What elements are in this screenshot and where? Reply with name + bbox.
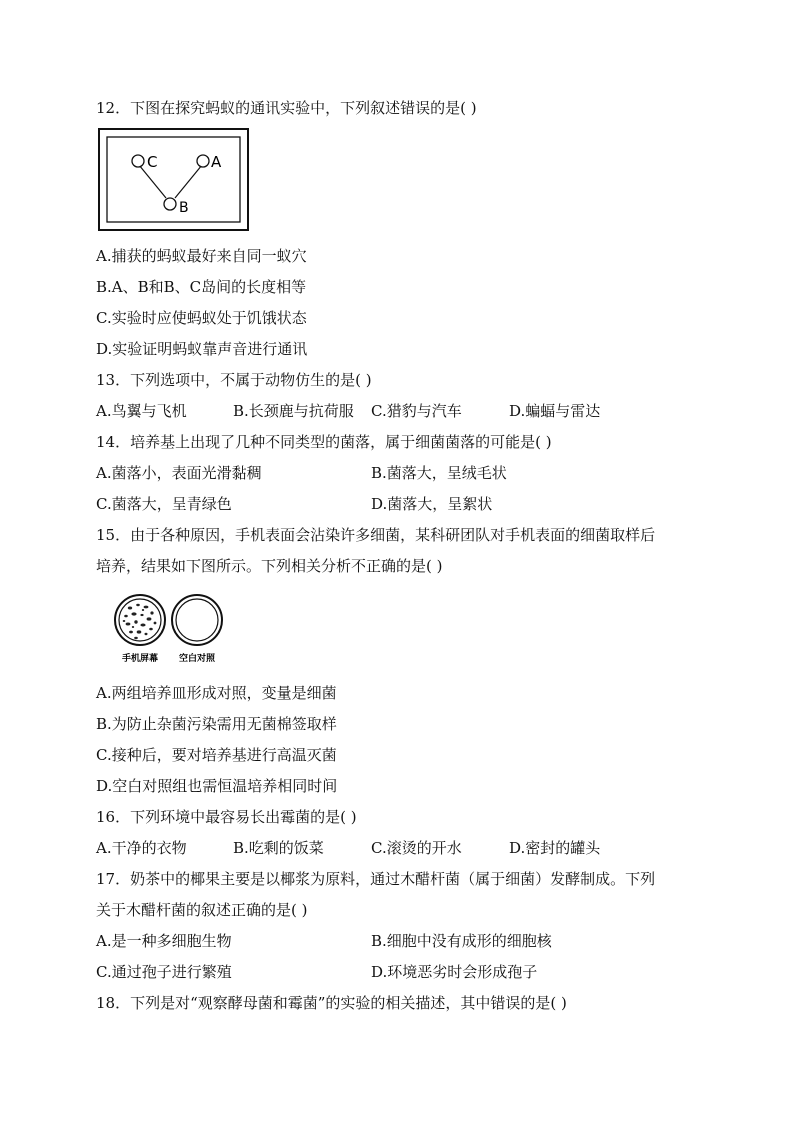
q17-option-b: B.细胞中没有成形的细胞核 xyxy=(371,932,552,950)
label-a: A xyxy=(211,153,222,171)
q13-option-a: A.鸟翼与飞机 xyxy=(96,402,187,420)
island-b xyxy=(164,198,176,210)
q12-option-a: A.捕获的蚂蚁最好来自同一蚁穴 xyxy=(96,247,307,265)
q13-option-c: C.猎豹与汽车 xyxy=(371,402,462,420)
q17-option-a: A.是一种多细胞生物 xyxy=(96,932,232,950)
q17-option-c: C.通过孢子进行繁殖 xyxy=(96,963,232,981)
q15-option-a: A.两组培养皿形成对照，变量是细菌 xyxy=(96,684,337,702)
island-a xyxy=(197,155,209,167)
q17-stem-line2: 关于木醋杆菌的叙述正确的是( ) xyxy=(96,901,308,919)
q16-stem: 16．下列环境中最容易长出霉菌的是( ) xyxy=(96,808,357,826)
q12-option-c: C.实验时应使蚂蚁处于饥饿状态 xyxy=(96,309,307,327)
q15-stem-line1: 15．由于各种原因，手机表面会沾染许多细菌，某科研团队对手机表面的细菌取样后 xyxy=(96,526,656,544)
q15-option-b: B.为防止杂菌污染需用无菌棉签取样 xyxy=(96,715,337,733)
q13-option-d: D.蝙蝠与雷达 xyxy=(509,402,601,420)
blank-control-label: 空白对照 xyxy=(178,654,216,664)
ant-island-diagram xyxy=(98,128,250,232)
q13-stem: 13．下列选项中，不属于动物仿生的是( ) xyxy=(96,371,372,389)
q17-stem-line1: 17．奶茶中的椰果主要是以椰浆为原料，通过木醋杆菌（属于细菌）发酵制成。下列 xyxy=(96,870,656,888)
q15-stem-line2: 培养，结果如下图所示。下列相关分析不正确的是( ) xyxy=(96,557,443,575)
q16-option-c: C.滚烫的开水 xyxy=(371,839,462,857)
island-c xyxy=(132,155,144,167)
q14-option-a: A.菌落小，表面光滑黏稠 xyxy=(96,464,262,482)
phone-screen-label: 手机屏幕 xyxy=(121,654,159,664)
q14-stem: 14．培养基上出现了几种不同类型的菌落，属于细菌菌落的可能是( ) xyxy=(96,433,552,451)
q14-option-b: B.菌落大，呈绒毛状 xyxy=(371,464,507,482)
q16-option-b: B.吃剩的饭菜 xyxy=(233,839,324,857)
label-b: B xyxy=(179,200,189,216)
petri-dish-figure xyxy=(108,588,228,668)
blank-control-dish xyxy=(172,595,222,645)
phone-screen-dish xyxy=(115,595,165,645)
q15-option-d: D.空白对照组也需恒温培养相同时间 xyxy=(96,777,338,795)
q15-option-c: C.接种后，要对培养基进行高温灭菌 xyxy=(96,746,337,764)
q16-option-d: D.密封的罐头 xyxy=(509,839,601,857)
q16-option-a: A.干净的衣物 xyxy=(96,839,187,857)
q12-option-d: D.实验证明蚂蚁靠声音进行通讯 xyxy=(96,340,308,358)
q17-option-d: D.环境恶劣时会形成孢子 xyxy=(371,963,538,981)
q14-option-d: D.菌落大，呈絮状 xyxy=(371,495,493,513)
q12-option-b: B.A、B和B、C岛间的长度相等 xyxy=(96,278,307,296)
label-c: C xyxy=(147,153,158,171)
q18-stem: 18．下列是对“观察酵母菌和霉菌”的实验的相关描述，其中错误的是( ) xyxy=(96,994,567,1012)
q12-stem: 12．下图在探究蚂蚁的通讯实验中，下列叙述错误的是( ) xyxy=(96,99,477,117)
q13-option-b: B.长颈鹿与抗荷服 xyxy=(233,402,354,420)
q14-option-c: C.菌落大，呈青绿色 xyxy=(96,495,232,513)
